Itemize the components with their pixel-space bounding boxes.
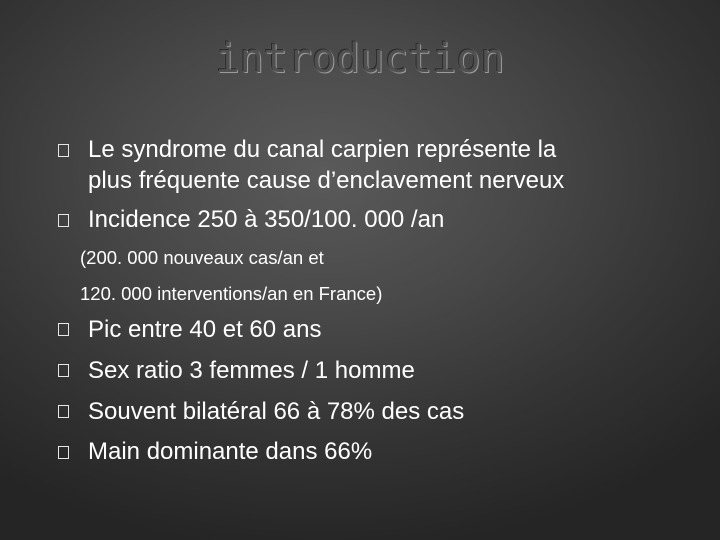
- sub-note-line: 120. 000 interventions/an en France): [80, 283, 383, 304]
- sub-note-line: (200. 000 nouveaux cas/an et: [80, 247, 324, 268]
- square-bullet-icon: [58, 446, 69, 459]
- square-bullet-icon: [58, 214, 69, 227]
- bullet-line: Le syndrome du canal carpien représente la: [88, 136, 557, 163]
- bullet-line: Incidence 250 à 350/100. 000 /an: [88, 206, 445, 233]
- square-bullet-icon: [58, 144, 69, 157]
- square-bullet-icon: [58, 405, 69, 418]
- bullet-line: Pic entre 40 et 60 ans: [88, 316, 322, 343]
- square-bullet-icon: [58, 323, 69, 336]
- slide-title: introduction: [215, 36, 505, 82]
- bullet-line: plus fréquente cause d’enclavement nerveux: [88, 167, 565, 194]
- bullet-line: Main dominante dans 66%: [88, 438, 373, 465]
- bullet-line: Sex ratio 3 femmes / 1 homme: [88, 357, 415, 384]
- bullet-line: Souvent bilatéral 66 à 78% des cas: [88, 398, 465, 425]
- square-bullet-icon: [58, 364, 69, 377]
